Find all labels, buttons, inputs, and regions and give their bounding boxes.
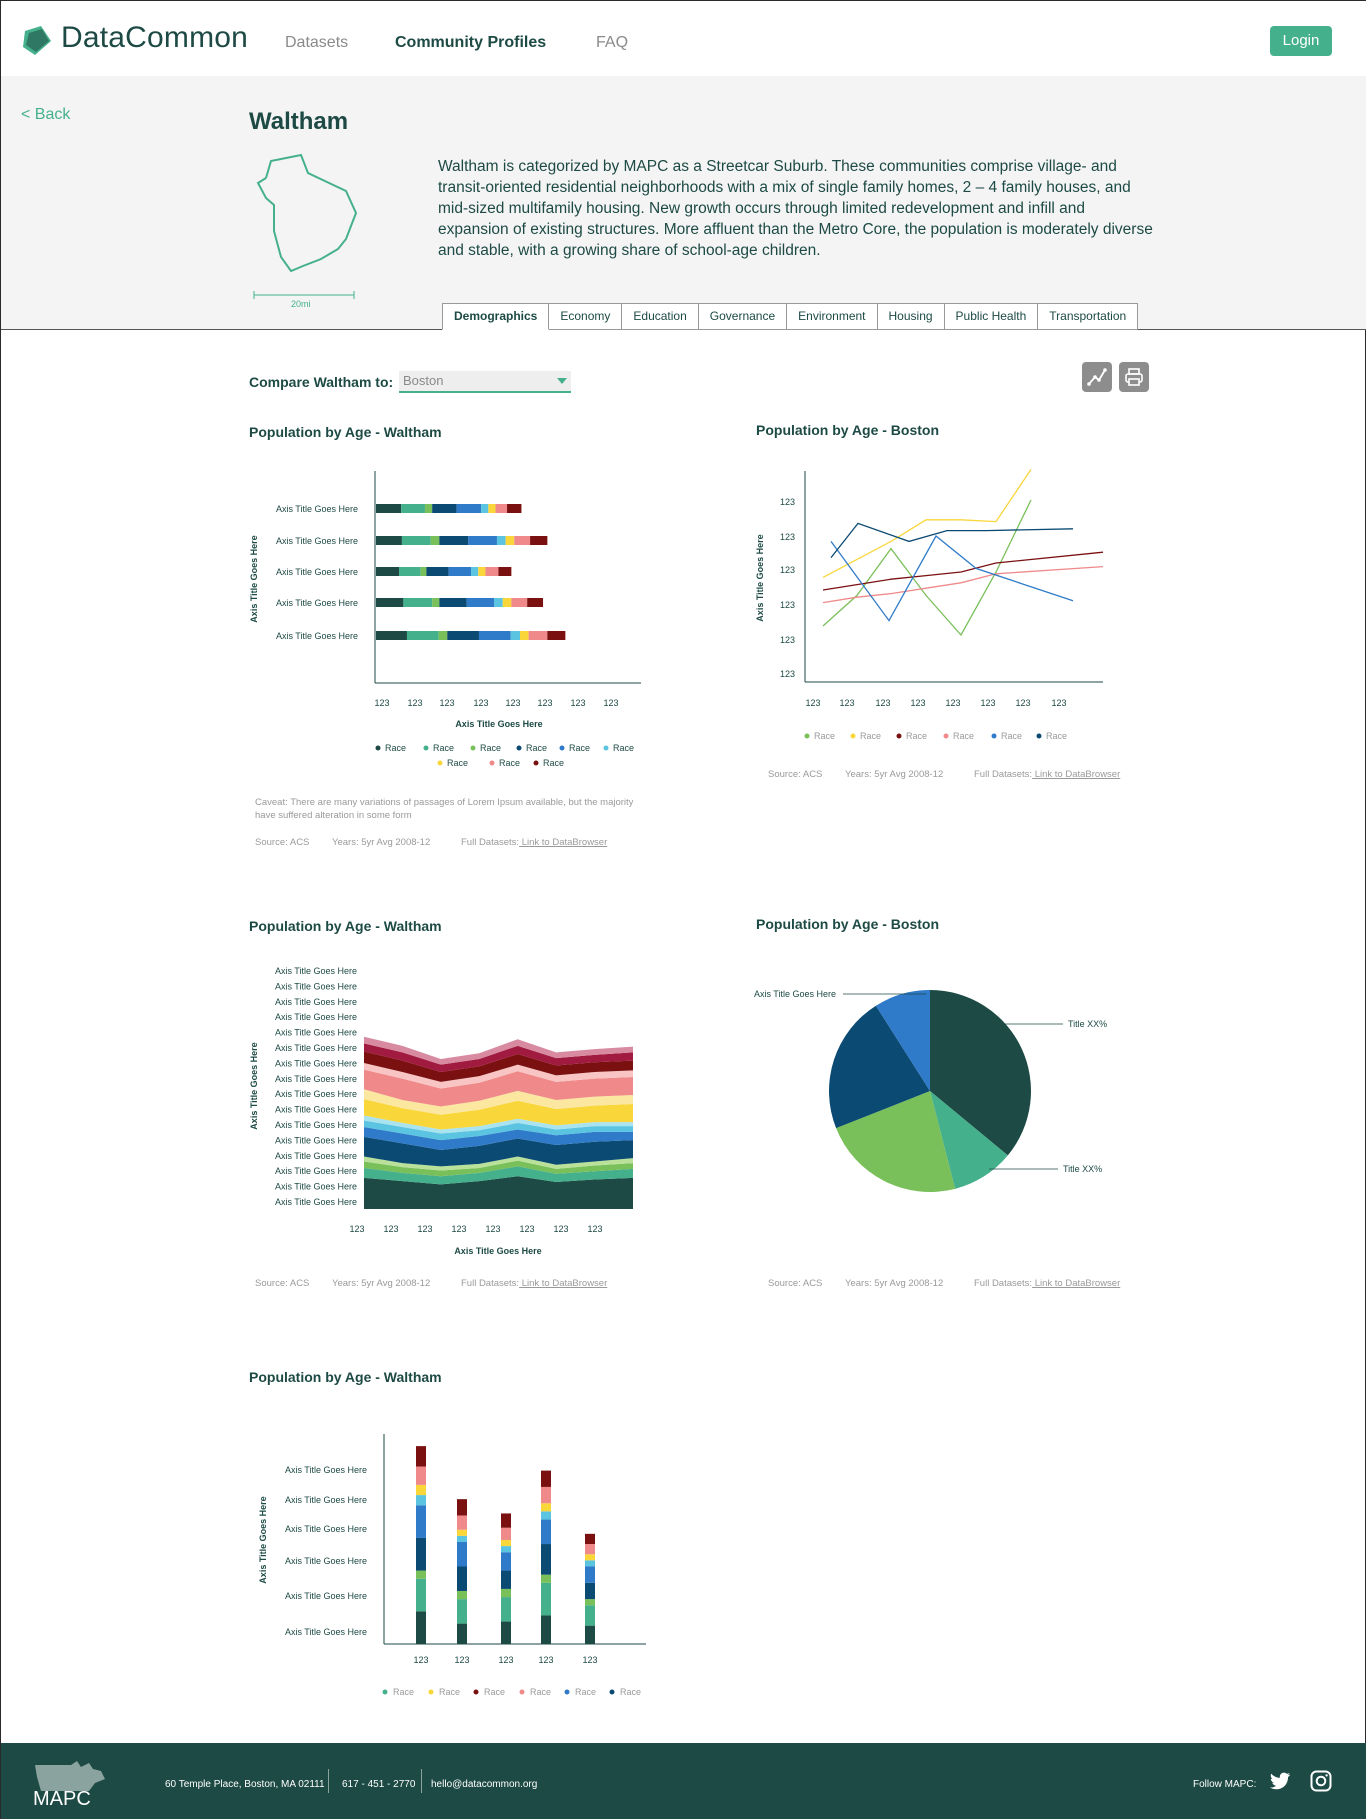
legend-label: Race <box>906 731 928 741</box>
line-chart-toggle-button[interactable] <box>1082 362 1112 392</box>
x-tick-label: 123 <box>582 1655 598 1665</box>
legend-swatch <box>992 734 997 739</box>
bar-segment <box>457 1599 467 1623</box>
x-tick-label: 123 <box>537 698 553 708</box>
x-tick-label: 123 <box>473 698 489 708</box>
bar-segment <box>541 1583 551 1616</box>
y-axis-title: Axis Title Goes Here <box>249 1042 259 1130</box>
bar-segment <box>421 567 427 576</box>
legend-label: Race <box>530 1687 552 1697</box>
bar-segment <box>376 536 402 545</box>
footer-phone: 617 - 451 - 2770 <box>342 1779 416 1790</box>
horizontal-stacked-bar-chart <box>241 461 651 781</box>
line-series <box>831 523 1073 557</box>
bar-segment <box>498 567 511 576</box>
x-tick-label: 123 <box>413 1655 429 1665</box>
x-tick-label: 123 <box>603 698 619 708</box>
print-button[interactable] <box>1119 362 1149 392</box>
bar-segment <box>530 536 547 545</box>
bar-segment <box>457 1536 467 1542</box>
x-tick-label: 123 <box>519 1224 535 1234</box>
vertical-stacked-bar-chart <box>251 1426 671 1706</box>
y-tick-label: Axis Title Goes Here <box>284 1627 367 1637</box>
x-tick-label: 123 <box>570 698 586 708</box>
bar-segment <box>425 504 432 513</box>
y-tick-label: Axis Title Goes Here <box>274 981 357 992</box>
legend-label: Race <box>613 743 635 753</box>
datacommon-logo-icon[interactable] <box>21 25 53 57</box>
y-tick-label: Axis Title Goes Here <box>275 598 358 608</box>
bar-segment <box>501 1552 511 1570</box>
municipality-description: Waltham is categorized by MAPC as a Streetcar Suburb. These communities comprise village- and transit-oriented residential neighborhoods with a mix of single family homes, 2 – 4 family houses, and mid-sized multifamily housing. New growth occurs through limited redevelopment and infill and expansion of existing structures. More affluent than the Metro Core, the population is moderately diverse and stable, with a growing share of school-age children. <box>438 158 1153 259</box>
y-tick-label: Axis Title Goes Here <box>275 504 358 514</box>
bar-segment <box>507 504 521 513</box>
bar-segment <box>585 1583 595 1599</box>
bar-segment <box>376 631 407 640</box>
source-label: Source: ACS <box>768 1278 823 1289</box>
legend-swatch <box>1037 734 1042 739</box>
bar-segment <box>439 631 448 640</box>
legend-label: Race <box>447 758 469 768</box>
full-datasets-label: Full Datasets: <box>461 837 520 848</box>
y-tick-label: Axis Title Goes Here <box>274 1043 357 1053</box>
pie-chart <box>751 976 1141 1206</box>
bar-segment <box>457 1542 467 1566</box>
legend-label: Race <box>543 758 565 768</box>
y-tick-label: Axis Title Goes Here <box>275 567 358 577</box>
bar-segment <box>457 504 481 513</box>
chart-title-age-waltham-area: Population by Age - Waltham <box>249 918 442 934</box>
pie-annotation: Title XX% <box>1068 1019 1108 1029</box>
bar-segment <box>585 1554 595 1560</box>
legend-label: Race <box>526 743 548 753</box>
databrowser-link[interactable]: Link to DataBrowser <box>519 837 608 848</box>
y-tick-label: 123 <box>779 635 795 645</box>
y-tick-label: Axis Title Goes Here <box>274 1197 357 1207</box>
years-label: Years: 5yr Avg 2008-12 <box>332 1278 431 1289</box>
chart-title-age-boston-line: Population by Age - Boston <box>756 422 940 438</box>
pie-annotation: Axis Title Goes Here <box>753 989 836 999</box>
x-tick-label: 123 <box>538 1655 554 1665</box>
y-tick-label: 123 <box>779 532 795 542</box>
x-tick-label: 123 <box>417 1224 433 1234</box>
back-link[interactable]: < Back <box>21 106 71 123</box>
print-icon <box>1119 362 1149 392</box>
bar-segment <box>541 1544 551 1575</box>
years-label: Years: 5yr Avg 2008-12 <box>332 837 431 848</box>
legend-swatch <box>805 734 810 739</box>
x-tick-label: 123 <box>374 698 390 708</box>
databrowser-link[interactable]: Link to DataBrowser <box>1032 769 1121 780</box>
municipality-outline-map <box>246 151 366 281</box>
legend-swatch <box>520 1690 525 1695</box>
chevron-down-icon <box>557 378 567 384</box>
bar-segment <box>585 1534 595 1544</box>
y-tick-label: Axis Title Goes Here <box>275 631 358 641</box>
topic-tabs <box>442 303 1138 330</box>
bar-segment <box>479 631 511 640</box>
legend-swatch <box>429 1690 434 1695</box>
bar-segment <box>407 631 439 640</box>
bar-segment <box>585 1566 595 1582</box>
bar-segment <box>501 1597 511 1621</box>
bar-segment <box>506 536 515 545</box>
legend-swatch <box>851 734 856 739</box>
years-label: Years: 5yr Avg 2008-12 <box>845 1278 944 1289</box>
legend-label: Race <box>393 1687 415 1697</box>
legend-label: Race <box>433 743 455 753</box>
x-tick-label: 123 <box>1015 698 1031 708</box>
legend-swatch <box>610 1690 615 1695</box>
tab-environment[interactable]: Environment <box>787 303 877 330</box>
y-tick-label: 123 <box>779 565 795 575</box>
bar-segment <box>585 1544 595 1554</box>
bar-segment <box>416 1579 426 1612</box>
bar-segment <box>416 1538 426 1571</box>
bar-segment <box>471 567 478 576</box>
x-tick-label: 123 <box>875 698 891 708</box>
y-tick-label: Axis Title Goes Here <box>274 1150 357 1161</box>
top-nav-bar <box>1 1 1366 76</box>
legend-label: Race <box>480 743 502 753</box>
bar-segment <box>457 1530 467 1536</box>
chart-caveat: Caveat: There are many variations of passages of Lorem Ipsum available, but the majority have suffered alteration in some form <box>255 797 634 821</box>
y-tick-label: Axis Title Goes Here <box>284 1495 367 1505</box>
x-tick-label: 123 <box>553 1224 569 1234</box>
y-tick-label: 123 <box>779 600 795 610</box>
mapc-logo-icon[interactable] <box>31 1757 127 1807</box>
bar-segment <box>416 1485 426 1495</box>
bar-segment <box>468 536 497 545</box>
full-datasets-label: Full Datasets: <box>461 1278 520 1289</box>
x-tick-label: 123 <box>439 698 455 708</box>
bar-segment <box>399 567 421 576</box>
x-tick-label: 123 <box>451 1224 467 1234</box>
y-tick-label: Axis Title Goes Here <box>274 996 357 1007</box>
line-chart-icon <box>1082 362 1112 392</box>
login-button[interactable]: Login <box>1270 26 1332 56</box>
nav-datasets[interactable]: Datasets <box>285 34 349 51</box>
bar-segment <box>501 1528 511 1540</box>
bar-segment <box>547 631 565 640</box>
legend-swatch <box>474 1690 479 1695</box>
bar-segment <box>488 504 495 513</box>
footer-email[interactable]: hello@datacommon.org <box>431 1779 538 1790</box>
y-axis-title: Axis Title Goes Here <box>755 534 765 622</box>
page-title: Waltham <box>249 108 349 135</box>
legend-swatch <box>560 746 565 751</box>
legend-swatch <box>534 761 539 766</box>
x-axis-title: Axis Title Goes Here <box>455 719 543 729</box>
bar-segment <box>416 1571 426 1579</box>
bar-segment <box>416 1446 426 1466</box>
footer-divider <box>421 1769 422 1793</box>
y-tick-label: Axis Title Goes Here <box>284 1465 367 1475</box>
y-axis-title: Axis Title Goes Here <box>258 1496 268 1584</box>
x-tick-label: 123 <box>485 1224 501 1234</box>
x-axis-title: Axis Title Goes Here <box>454 1246 542 1256</box>
scale-label: 20mi <box>291 299 311 309</box>
databrowser-link[interactable]: Link to DataBrowser <box>519 1278 608 1289</box>
bar-segment <box>416 1611 426 1644</box>
source-label: Source: ACS <box>768 769 823 780</box>
y-tick-label: Axis Title Goes Here <box>274 1166 357 1177</box>
full-datasets-label: Full Datasets: <box>974 1278 1033 1289</box>
legend-swatch <box>897 734 902 739</box>
bar-segment <box>403 598 432 607</box>
full-datasets-label: Full Datasets: <box>974 769 1033 780</box>
bar-segment <box>457 1515 467 1529</box>
bar-segment <box>401 504 425 513</box>
legend-label: Race <box>1001 731 1023 741</box>
nav-faq[interactable]: FAQ <box>596 34 629 51</box>
x-tick-label: 123 <box>505 698 521 708</box>
bar-segment <box>541 1575 551 1583</box>
bar-segment <box>501 1513 511 1527</box>
legend-label: Race <box>814 731 836 741</box>
y-tick-label: 123 <box>779 497 795 507</box>
x-tick-label: 123 <box>454 1655 470 1665</box>
bar-segment <box>416 1495 426 1505</box>
tab-demographics[interactable]: Demographics <box>442 303 549 330</box>
y-tick-label: Axis Title Goes Here <box>274 1027 357 1038</box>
legend-swatch <box>565 1690 570 1695</box>
x-tick-label: 123 <box>587 1224 603 1234</box>
line-chart <box>751 441 1131 751</box>
x-tick-label: 123 <box>805 698 821 708</box>
bar-segment <box>585 1599 595 1605</box>
line-series <box>823 469 1031 577</box>
databrowser-link[interactable]: Link to DataBrowser <box>1032 1278 1121 1289</box>
source-label: Source: ACS <box>255 837 310 848</box>
bar-segment <box>497 536 506 545</box>
legend-swatch <box>471 746 476 751</box>
x-tick-label: 123 <box>945 698 961 708</box>
y-tick-label: Axis Title Goes Here <box>274 1073 357 1084</box>
bar-segment <box>541 1615 551 1644</box>
tab-transportation[interactable]: Transportation <box>1038 303 1138 330</box>
bar-segment <box>496 504 508 513</box>
bar-segment <box>439 536 468 545</box>
legend-label: Race <box>620 1687 642 1697</box>
bar-segment <box>432 598 439 607</box>
tab-education[interactable]: Education <box>622 303 698 330</box>
bar-segment <box>527 598 543 607</box>
y-tick-label: Axis Title Goes Here <box>274 1120 357 1130</box>
bar-segment <box>503 598 512 607</box>
bar-segment <box>426 567 448 576</box>
bar-segment <box>501 1622 511 1644</box>
nav-community-profiles[interactable]: Community Profiles <box>395 34 547 51</box>
municipality-header <box>1 76 1366 330</box>
legend-swatch <box>517 746 522 751</box>
legend-label: Race <box>484 1687 506 1697</box>
legend-swatch <box>424 746 429 751</box>
x-tick-label: 123 <box>980 698 996 708</box>
legend-label: Race <box>569 743 591 753</box>
compare-municipality-select[interactable] <box>399 371 571 393</box>
bar-segment <box>457 1566 467 1590</box>
compare-selected-value: Boston <box>403 373 444 388</box>
bar-segment <box>541 1520 551 1544</box>
y-axis-title: Axis Title Goes Here <box>249 535 259 623</box>
legend-swatch <box>490 761 495 766</box>
x-tick-label: 123 <box>383 1224 399 1234</box>
footer-logo-text: MAPC <box>33 1788 91 1807</box>
y-tick-label: Axis Title Goes Here <box>274 1135 357 1146</box>
y-tick-label: Axis Title Goes Here <box>275 536 358 546</box>
site-footer <box>1 1743 1366 1819</box>
app-logo-text[interactable]: DataCommon <box>61 21 249 54</box>
y-tick-label: Axis Title Goes Here <box>274 1181 357 1192</box>
chart-title-age-waltham-hbar: Population by Age - Waltham <box>249 424 442 440</box>
legend-swatch <box>383 1690 388 1695</box>
bar-segment <box>541 1511 551 1519</box>
x-tick-label: 123 <box>498 1655 514 1665</box>
x-tick-label: 123 <box>839 698 855 708</box>
legend-label: Race <box>860 731 882 741</box>
footer-address: 60 Temple Place, Boston, MA 02111 <box>165 1779 325 1790</box>
pie-annotation: Title XX% <box>1063 1164 1103 1174</box>
bar-segment <box>501 1546 511 1552</box>
chart-title-age-boston-pie: Population by Age - Boston <box>756 916 940 932</box>
bar-segment <box>431 536 440 545</box>
tab-economy[interactable]: Economy <box>549 303 622 330</box>
bar-segment <box>432 504 456 513</box>
bar-segment <box>585 1560 595 1566</box>
bar-segment <box>402 536 431 545</box>
stacked-area-chart <box>241 951 661 1271</box>
y-tick-label: Axis Title Goes Here <box>274 1104 357 1115</box>
bar-segment <box>439 598 466 607</box>
bar-segment <box>541 1471 551 1487</box>
y-tick-label: 123 <box>779 669 795 679</box>
tab-public-health[interactable]: Public Health <box>945 303 1039 330</box>
bar-segment <box>416 1505 426 1538</box>
bar-segment <box>457 1591 467 1599</box>
bar-segment <box>541 1487 551 1503</box>
bar-segment <box>416 1467 426 1485</box>
bar-segment <box>481 504 488 513</box>
bar-segment <box>376 567 399 576</box>
tab-housing[interactable]: Housing <box>878 303 945 330</box>
bar-segment <box>501 1540 511 1546</box>
bar-segment <box>449 567 471 576</box>
footer-divider <box>328 1769 329 1793</box>
bar-segment <box>541 1503 551 1511</box>
legend-swatch <box>944 734 949 739</box>
legend-swatch <box>438 761 443 766</box>
x-tick-label: 123 <box>349 1224 365 1234</box>
bar-segment <box>485 567 498 576</box>
compare-label: Compare Waltham to: <box>249 374 394 390</box>
bar-segment <box>511 598 527 607</box>
bar-segment <box>467 598 494 607</box>
y-tick-label: Axis Title Goes Here <box>274 966 357 976</box>
bar-segment <box>376 504 401 513</box>
tab-governance[interactable]: Governance <box>699 303 787 330</box>
chart-title-age-waltham-vbar: Population by Age - Waltham <box>249 1369 442 1385</box>
legend-label: Race <box>499 758 521 768</box>
legend-label: Race <box>385 743 407 753</box>
bar-segment <box>501 1589 511 1597</box>
y-tick-label: Axis Title Goes Here <box>274 1058 357 1069</box>
twitter-icon[interactable] <box>1268 1769 1292 1793</box>
bar-segment <box>376 598 403 607</box>
y-tick-label: Axis Title Goes Here <box>284 1591 367 1601</box>
bar-segment <box>514 536 530 545</box>
legend-label: Race <box>575 1687 597 1697</box>
y-tick-label: Axis Title Goes Here <box>274 1012 357 1023</box>
line-series <box>831 536 1073 621</box>
legend-swatch <box>604 746 609 751</box>
bar-segment <box>494 598 503 607</box>
bar-segment <box>511 631 520 640</box>
bar-segment <box>520 631 529 640</box>
bar-segment <box>457 1624 467 1644</box>
bar-segment <box>447 631 479 640</box>
y-tick-label: Axis Title Goes Here <box>284 1556 367 1566</box>
x-tick-label: 123 <box>910 698 926 708</box>
x-tick-label: 123 <box>407 698 423 708</box>
x-tick-label: 123 <box>1051 698 1067 708</box>
source-label: Source: ACS <box>255 1278 310 1289</box>
y-tick-label: Axis Title Goes Here <box>284 1524 367 1534</box>
legend-label: Race <box>1046 731 1068 741</box>
bar-segment <box>585 1605 595 1625</box>
bar-segment <box>457 1499 467 1515</box>
bar-segment <box>529 631 548 640</box>
footer-follow-label: Follow MAPC: <box>1193 1779 1257 1790</box>
years-label: Years: 5yr Avg 2008-12 <box>845 769 944 780</box>
legend-swatch <box>376 746 381 751</box>
bar-segment <box>478 567 485 576</box>
y-tick-label: Axis Title Goes Here <box>274 1089 357 1100</box>
legend-label: Race <box>953 731 975 741</box>
bar-segment <box>585 1626 595 1644</box>
instagram-icon[interactable] <box>1309 1769 1333 1793</box>
legend-label: Race <box>439 1687 461 1697</box>
bar-segment <box>501 1571 511 1589</box>
